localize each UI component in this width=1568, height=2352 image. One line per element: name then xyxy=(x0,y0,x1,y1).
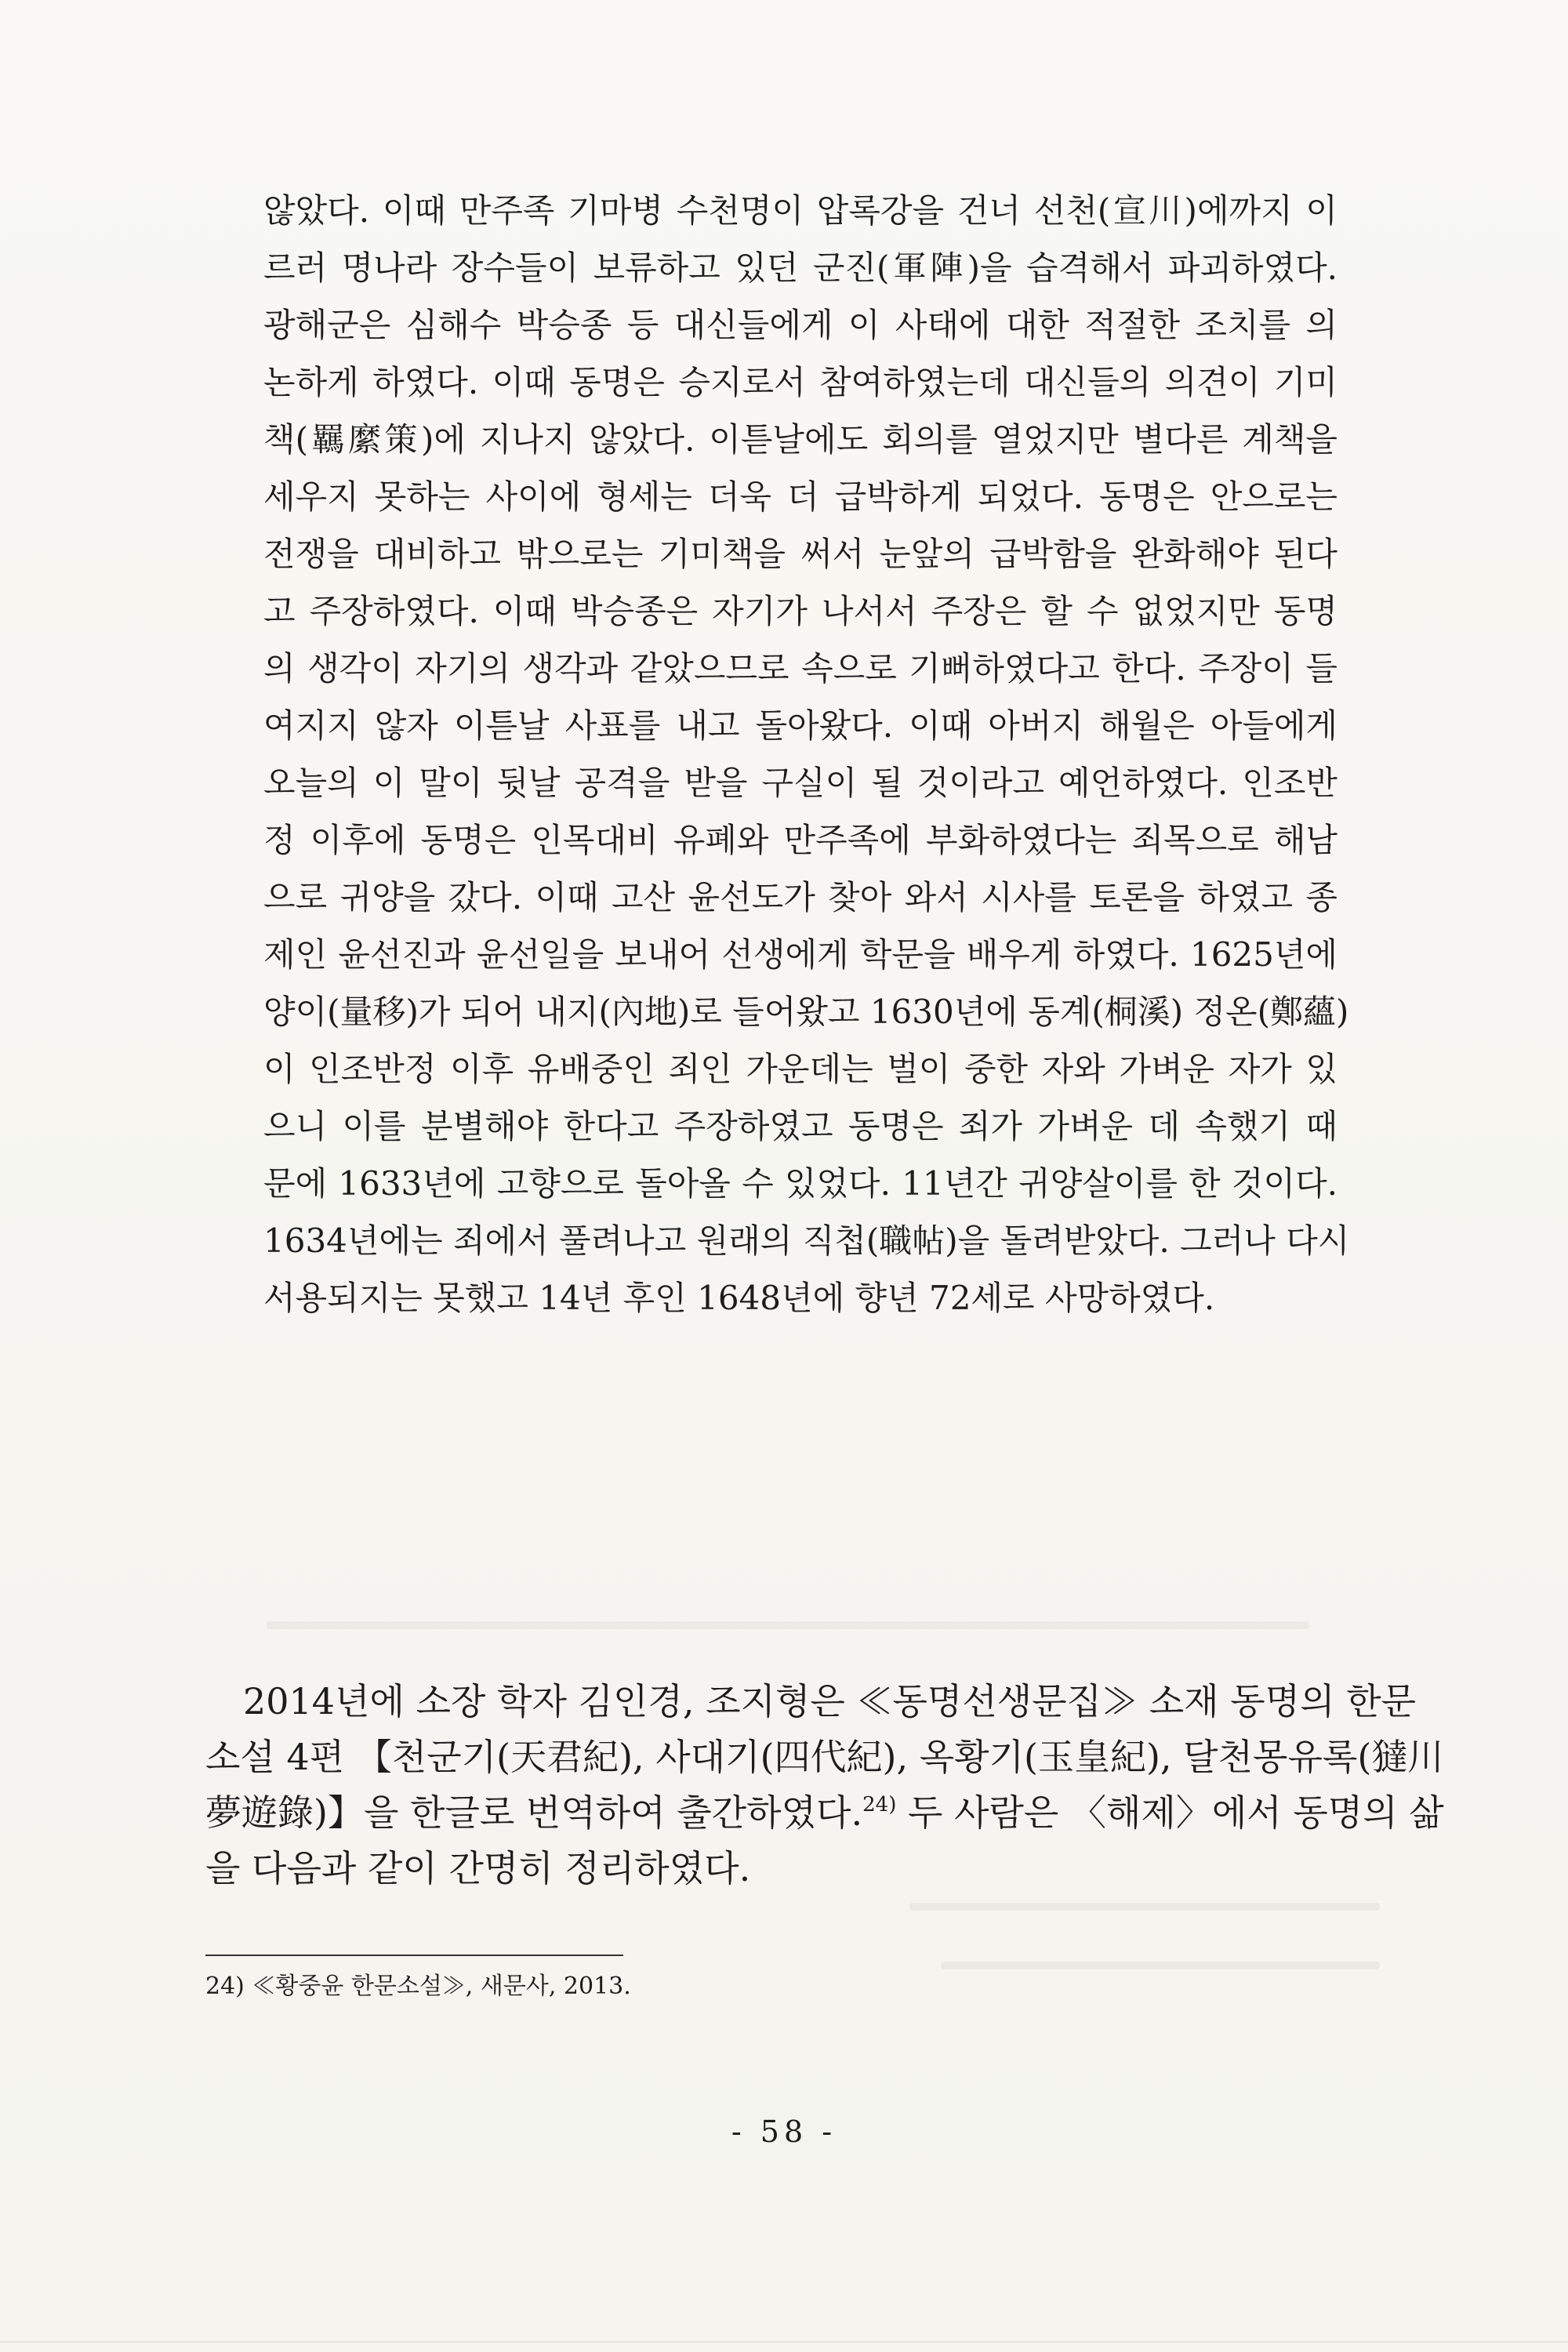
quote-line: 양이(量移)가 되어 내지(內地)로 들어왔고 1630년에 동계(桐溪) 정온(鄭蘊) xyxy=(263,993,1349,1031)
quote-line: 논하게 하였다. 이때 동명은 승지로서 참여하였는데 대신들의 의견이 기미 xyxy=(263,363,1338,401)
page-edge-line xyxy=(0,2341,1568,2343)
show-through-text xyxy=(267,1621,1309,1629)
quote-line: 으니 이를 분별해야 한다고 주장하였고 동명은 죄가 가벼운 데 속했기 때 xyxy=(263,1107,1338,1145)
quote-line: 서용되지는 못했고 14년 후인 1648년에 향년 72세로 사망하였다. xyxy=(263,1279,1215,1317)
quoted-biography-block xyxy=(263,182,1350,1327)
quote-line: 않았다. 이때 만주족 기마병 수천명이 압록강을 건너 선천(宣川)에까지 이 xyxy=(263,191,1338,230)
quote-line: 1634년에는 죄에서 풀려나고 원래의 직첩(職帖)을 돌려받았다. 그러나 다시 xyxy=(263,1221,1350,1260)
quote-line: 오늘의 이 말이 뒷날 공격을 받을 구실이 될 것이라고 예언하였다. 인조반 xyxy=(263,764,1338,802)
paragraph-line: 소설 4편 【천군기(天君紀), 사대기(四代紀), 옥황기(玉皇紀), 달천몽유록(㺚川 xyxy=(205,1736,1444,1778)
paragraph-line xyxy=(205,1785,1444,1841)
quote-line: 제인 윤선진과 윤선일을 보내어 선생에게 학문을 배우게 하였다. 1625년에 xyxy=(263,935,1338,974)
quote-line: 르러 명나라 장수들이 보류하고 있던 군진(軍陣)을 습격해서 파괴하였다. xyxy=(263,249,1338,287)
quote-line: 문에 1633년에 고향으로 돌아올 수 있었다. 11년간 귀양살이를 한 것이다. xyxy=(263,1164,1338,1203)
quote-line: 여지지 않자 이튿날 사표를 내고 돌아왔다. 이때 아버지 해월은 아들에게 xyxy=(263,706,1338,745)
quote-line: 의 생각이 자기의 생각과 같았으므로 속으로 기뻐하였다고 한다. 주장이 들 xyxy=(263,649,1338,688)
paragraph-line: 을 다음과 같이 간명히 정리하였다. xyxy=(205,1847,751,1889)
quote-line: 으로 귀양을 갔다. 이때 고산 윤선도가 찾아 와서 시사를 토론을 하였고 종 xyxy=(263,878,1338,916)
paragraph-line-text: 두 사람은 〈해제〉에서 동명의 삶 xyxy=(896,1791,1444,1834)
footnote-divider xyxy=(205,1955,623,1956)
quote-line: 광해군은 심해수 박승종 등 대신들에게 이 사태에 대한 적절한 조치를 의 xyxy=(263,306,1338,344)
quote-line: 정 이후에 동명은 인목대비 유폐와 만주족에 부화하였다는 죄목으로 해남 xyxy=(263,821,1338,859)
quote-line: 고 주장하였다. 이때 박승종은 자기가 나서서 주장은 할 수 없었지만 동명 xyxy=(263,592,1338,630)
footnote: 24) ≪황중윤 한문소설≫, 새문사, 2013. xyxy=(205,1973,631,2000)
paragraph-line-text: 夢遊錄)】을 한글로 번역하여 출간하였다. xyxy=(205,1791,863,1834)
footnote-reference[interactable]: 24) xyxy=(862,1793,897,1817)
quote-line: 전쟁을 대비하고 밖으로는 기미책을 써서 눈앞의 급박함을 완화해야 된다 xyxy=(263,535,1338,573)
quote-line: 이 인조반정 이후 유배중인 죄인 가운데는 벌이 중한 자와 가벼운 자가 있 xyxy=(263,1050,1338,1088)
show-through-text xyxy=(941,1962,1380,1969)
body-paragraph xyxy=(205,1674,1444,1896)
page-number: - 58 - xyxy=(731,2114,837,2149)
show-through-text xyxy=(909,1903,1380,1911)
quote-line: 세우지 못하는 사이에 형세는 더욱 더 급박하게 되었다. 동명은 안으로는 xyxy=(263,477,1338,516)
quote-line: 책(羈縻策)에 지나지 않았다. 이튿날에도 회의를 열었지만 별다른 계책을 xyxy=(263,420,1338,459)
paragraph-line: 2014년에 소장 학자 김인경, 조지형은 ≪동명선생문집≫ 소재 동명의 한문 xyxy=(243,1680,1417,1722)
